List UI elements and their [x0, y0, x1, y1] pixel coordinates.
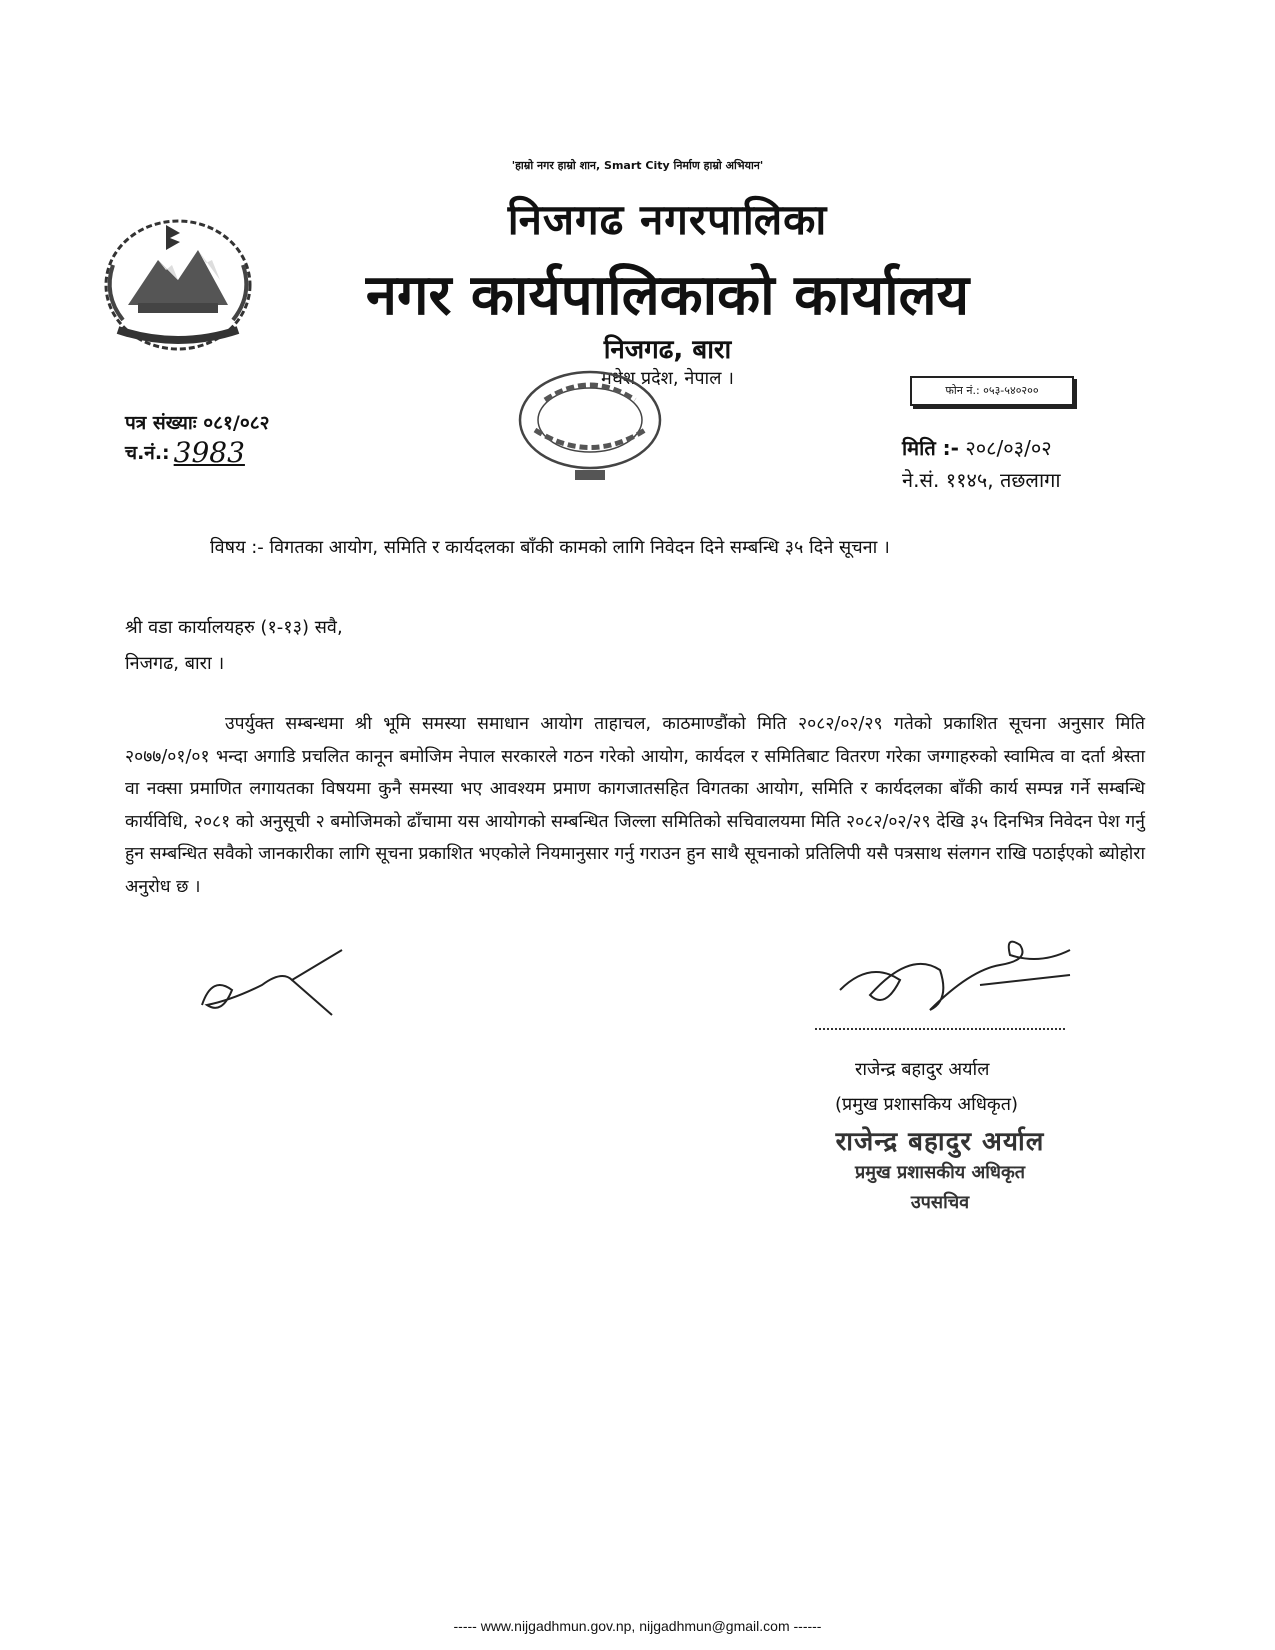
- stamp-role: प्रमुख प्रशासकीय अधिकृत: [854, 1162, 1026, 1183]
- office-name: नगर कार्यपालिकाको कार्यालय: [365, 263, 970, 328]
- phone-box: फोन नं.: ०५३-५४०२००: [910, 376, 1074, 406]
- office-place: निजगढ, बारा: [603, 335, 732, 365]
- dispatch-number: 3983: [173, 436, 245, 469]
- signatory-name: राजेन्द्र बहादुर अर्याल: [855, 1059, 990, 1080]
- dispatch-number-line: [125, 438, 270, 468]
- office-province: मधेश प्रदेश, नेपाल ।: [601, 368, 734, 389]
- letter-number-line: [125, 408, 270, 438]
- addressee-line-1: श्री वडा कार्यालयहरु (१-१३) सवै,: [125, 617, 343, 638]
- office-round-stamp-icon: [505, 360, 675, 500]
- officer-signature-icon: [830, 930, 1080, 1030]
- signature-line: [815, 1028, 1065, 1030]
- designation-stamp: [805, 1122, 1075, 1214]
- initial-signature-icon: [192, 945, 352, 1020]
- dispatch-number-label: च.नं.:: [125, 442, 170, 464]
- letter-number: ०८१/०८२: [203, 412, 270, 434]
- municipality-name: निजगढ नगरपालिका: [507, 195, 828, 244]
- addressee-block: [125, 610, 343, 682]
- nepal-sambat-date: ने.सं. ११४५, तछलागा: [902, 468, 1061, 492]
- reference-block: [125, 408, 270, 468]
- letter-body: उपर्युक्त सम्बन्धमा श्री भूमि समस्या समाधान आयोग ताहाचल, काठमाण्डौंको मिति २०८२/०२/२९ गतेको प्रकाशित सूचना अनुसार मिति २०७७/०१/०१ भन्दा अगाडि प्रचलित कानून बमोजिम नेपाल सरकारले गठन गरेको आयोग, कार्यदल र समितिबाट वितरण गरेका जग्गाहरुको स्वामित्व वा दर्ता श्रेस्ता वा नक्सा प्रमाणित लगायतका विषयमा कुनै समस्या भए आवश्यम प्रमाण कागजातसहित विगतका आयोग, समिति र कार्यदलका बाँकी कार्य सम्पन्न गर्ने सम्बन्धि कार्यविधि, २०८१ को अनुसूची २ बमोजिमको ढाँचामा यस आयोगको सम्बन्धित जिल्ला समितिको सचिवालयमा मिति २०८२/०२/२९ देखि ३५ दिनभित्र निवेदन पेश गर्नु हुन सम्बन्धित सवैको जानकारीका लागि सूचना प्रकाशित भएकोले नियमानुसार गर्नु गराउन हुन साथै सूचनाको प्रतिलिपी यसै पत्रसाथ संलगन राखि पठाईएको ब्योहोरा अनुरोध छ ।: [125, 714, 1145, 897]
- slogan: 'हाम्रो नगर हाम्रो शान, Smart City निर्माण हाम्रो अभियान': [511, 159, 764, 172]
- date-line: [902, 432, 1061, 464]
- stamp-name: राजेन्द्र बहादुर अर्याल: [835, 1127, 1045, 1157]
- date-value: २०८/०३/०२: [965, 436, 1052, 460]
- stamp-rank: उपसचिव: [910, 1192, 970, 1213]
- letter-number-label: पत्र संख्याः: [125, 412, 197, 434]
- subject-line: विषय :- विगतका आयोग, समिति र कार्यदलका बाँकी कामको लागि निवेदन दिने सम्बन्धि ३५ दिने सूचना ।: [210, 537, 890, 558]
- signatory-role: (प्रमुख प्रशासकिय अधिकृत): [835, 1094, 1019, 1115]
- footer-contact: ----- www.nijgadhmun.gov.np, nijgadhmun@gmail.com ------: [453, 1618, 822, 1634]
- date-label: मिति :-: [902, 436, 959, 460]
- addressee-line-2: निजगढ, बारा ।: [125, 653, 225, 674]
- date-block: [902, 432, 1061, 496]
